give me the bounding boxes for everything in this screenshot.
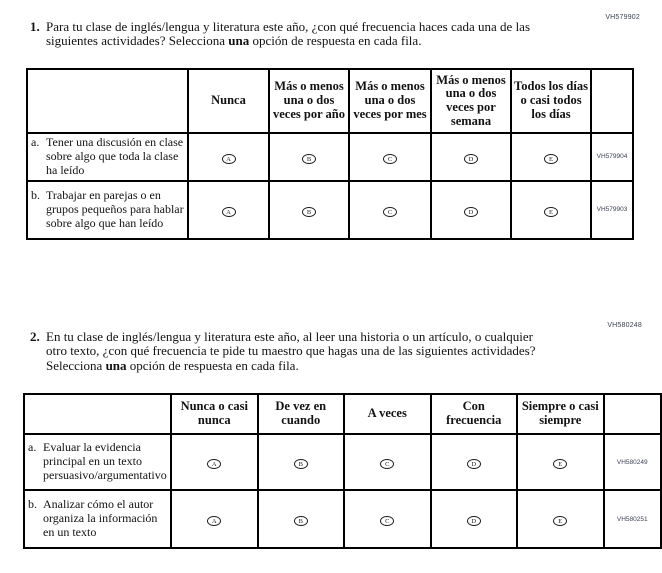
- q1-code-column-header: [591, 69, 633, 133]
- q1-row-b-cell-4: [431, 181, 511, 239]
- question-1-text-pre: Para tu clase de inglés/lengua y literatura este año, ¿con qué frecuencia haces cada una de las siguientes actividades? Selecciona: [46, 19, 531, 49]
- answer-bubble-b[interactable]: B: [302, 207, 316, 217]
- q2-row-b-cell-5: [517, 490, 604, 548]
- q2-row-b-text: Analizar cómo el autor organiza la información en un texto: [43, 497, 158, 539]
- q1-row-b-code: VH579903: [591, 181, 633, 239]
- question-2-text: [46, 330, 546, 373]
- q2-column-header-nunca-o-casi-nunca: Nunca o casi nunca: [171, 394, 258, 434]
- question-2-response-table: [23, 393, 662, 549]
- question-2-text-pre: En tu clase de inglés/lengua y literatura este año, al leer una historia o un artículo, o cualquier otro texto, ¿con qué frecuencia te pide tu maestro que hagas una de las siguientes actividades? Selecciona: [46, 329, 536, 373]
- q2-row-a: [24, 434, 661, 490]
- q2-row-a-cell-2: [258, 434, 344, 490]
- q1-column-header-por-mes: Más o menos una o dos veces por mes: [349, 69, 431, 133]
- q1-row-a-item: [27, 133, 188, 181]
- question-2-accession-code: VH580248: [607, 322, 642, 329]
- q2-row-a-cell-5: [517, 434, 604, 490]
- question-2-text-post: opción de respuesta en cada fila.: [129, 357, 299, 373]
- q1-row-a-cell-2: [269, 133, 349, 181]
- answer-bubble-c[interactable]: C: [383, 154, 397, 164]
- question-1-text: [46, 20, 532, 49]
- answer-bubble-d[interactable]: D: [464, 207, 478, 217]
- q1-row-a-cell-1: [188, 133, 269, 181]
- answer-bubble-e[interactable]: E: [553, 459, 567, 469]
- q2-header-row: [24, 394, 661, 434]
- q2-code-column-header: [604, 394, 661, 434]
- q2-row-a-cell-1: [171, 434, 258, 490]
- question-1-text-post: opción de respuesta en cada fila.: [252, 33, 422, 49]
- answer-bubble-d[interactable]: D: [467, 516, 481, 526]
- q1-row-b-item: [27, 181, 188, 239]
- q1-header-row: [27, 69, 633, 133]
- q2-row-b-item: [24, 490, 171, 548]
- answer-bubble-b[interactable]: B: [294, 516, 308, 526]
- question-1-accession-code: VH579902: [605, 14, 640, 21]
- q1-column-header-por-ano: Más o menos una o dos veces por año: [269, 69, 349, 133]
- answer-bubble-a[interactable]: A: [222, 207, 236, 217]
- q1-row-b: [27, 181, 633, 239]
- q2-row-a-label: a.: [28, 440, 37, 455]
- q1-row-a: [27, 133, 633, 181]
- answer-bubble-e[interactable]: E: [553, 516, 567, 526]
- q1-row-a-cell-5: [511, 133, 591, 181]
- answer-bubble-a[interactable]: A: [222, 154, 236, 164]
- answer-bubble-d[interactable]: D: [464, 154, 478, 164]
- q2-corner-cell: [24, 394, 171, 434]
- q1-row-b-cell-2: [269, 181, 349, 239]
- q1-column-header-todos-los-dias: Todos los días o casi todos los días: [511, 69, 591, 133]
- q1-row-a-cell-4: [431, 133, 511, 181]
- q2-row-b-cell-3: [344, 490, 431, 548]
- q1-row-b-cell-3: [349, 181, 431, 239]
- q2-row-a-cell-4: [431, 434, 517, 490]
- q2-row-a-code: VH580249: [604, 434, 661, 490]
- question-1-response-table: [26, 68, 634, 240]
- q1-column-header-nunca: Nunca: [188, 69, 269, 133]
- q1-row-b-text: Trabajar en parejas o en grupos pequeños para hablar sobre algo que han leído: [46, 187, 184, 230]
- q2-column-header-de-vez-en-cuando: De vez en cuando: [258, 394, 344, 434]
- q2-row-b-code: VH580251: [604, 490, 661, 548]
- q1-row-a-text: Tener una discusión en clase sobre algo que toda la clase ha leído: [46, 135, 184, 177]
- q2-column-header-a-veces: A veces: [344, 394, 431, 434]
- answer-bubble-a[interactable]: A: [207, 516, 221, 526]
- answer-bubble-a[interactable]: A: [207, 459, 221, 469]
- question-2-number: 2.: [30, 329, 40, 344]
- q1-row-b-cell-1: [188, 181, 269, 239]
- q2-row-b: [24, 490, 661, 548]
- answer-bubble-c[interactable]: C: [383, 207, 397, 217]
- answer-bubble-d[interactable]: D: [467, 459, 481, 469]
- q2-column-header-con-frecuencia: Con frecuencia: [431, 394, 517, 434]
- q1-corner-cell: [27, 69, 188, 133]
- q1-row-a-label: a.: [31, 135, 40, 149]
- question-1: [30, 20, 532, 49]
- q2-row-a-cell-3: [344, 434, 431, 490]
- q2-row-b-cell-2: [258, 490, 344, 548]
- answer-bubble-c[interactable]: C: [380, 459, 394, 469]
- question-1-text-bold: una: [228, 33, 250, 49]
- q1-row-a-code: VH579904: [591, 133, 633, 181]
- answer-bubble-c[interactable]: C: [380, 516, 394, 526]
- q1-row-b-label: b.: [31, 187, 40, 202]
- answer-bubble-b[interactable]: B: [294, 459, 308, 469]
- q2-row-b-cell-1: [171, 490, 258, 548]
- answer-bubble-e[interactable]: E: [544, 207, 558, 217]
- question-2-text-bold: una: [105, 357, 127, 373]
- question-1-number: 1.: [30, 19, 40, 34]
- q2-column-header-siempre-o-casi-siempre: Siempre o casi siempre: [517, 394, 604, 434]
- q2-row-a-item: [24, 434, 171, 490]
- q2-row-b-label: b.: [28, 497, 37, 512]
- q2-row-b-cell-4: [431, 490, 517, 548]
- answer-bubble-e[interactable]: E: [544, 154, 558, 164]
- q1-row-a-cell-3: [349, 133, 431, 181]
- q2-row-a-text: Evaluar la evidencia principal en un texto persuasivo/argumentativo: [43, 440, 167, 482]
- question-2: [30, 330, 546, 373]
- q1-column-header-por-semana: Más o menos una o dos veces por semana: [431, 69, 511, 133]
- answer-bubble-b[interactable]: B: [302, 154, 316, 164]
- q1-row-b-cell-5: [511, 181, 591, 239]
